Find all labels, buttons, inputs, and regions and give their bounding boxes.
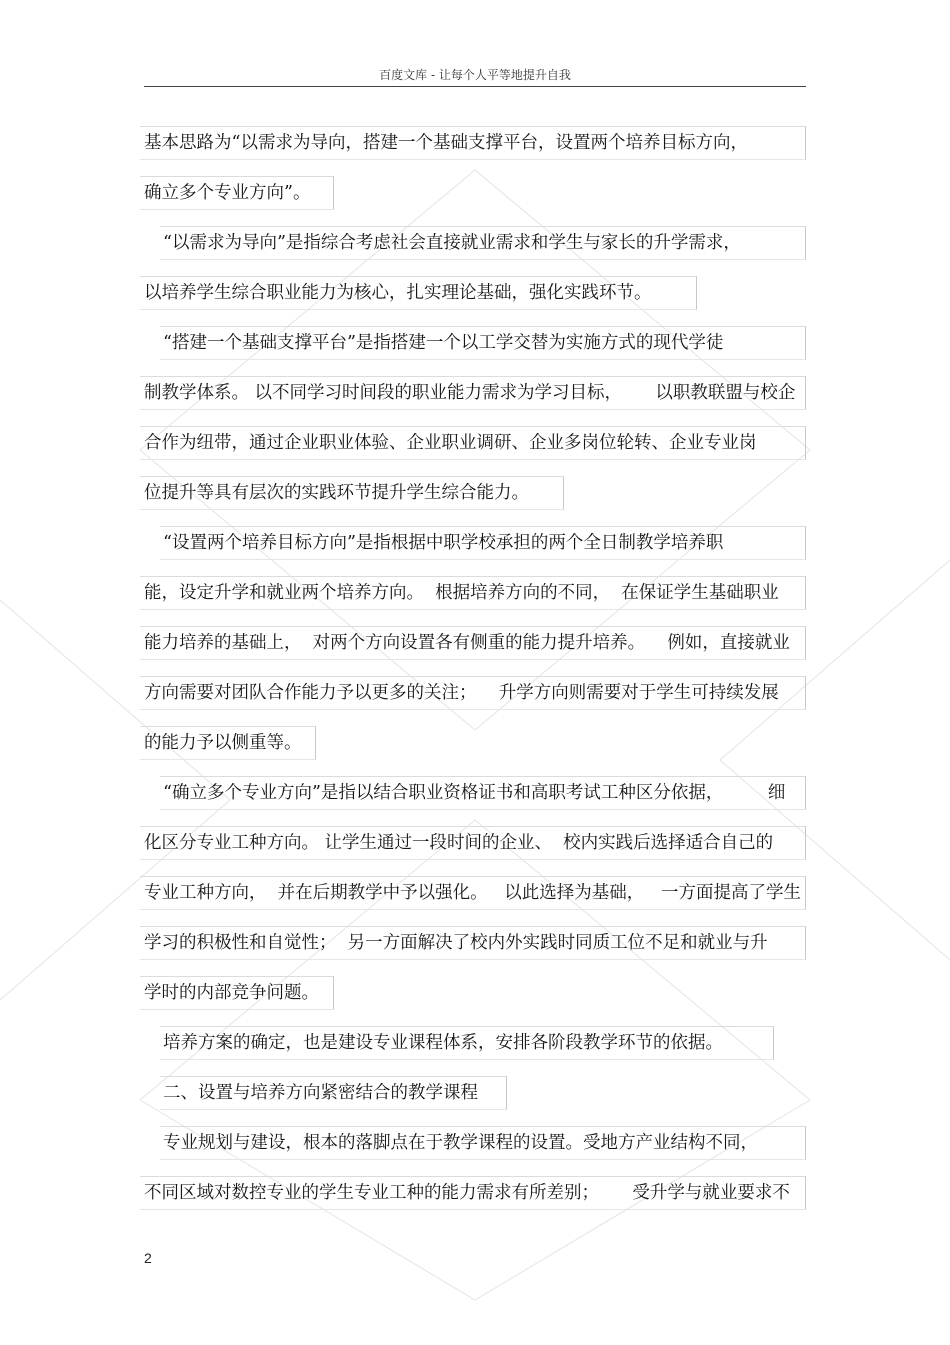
text-line: 以培养学生综合职业能力为核心，扎实理论基础，强化实践环节。 (144, 283, 652, 303)
text-line: “搭建一个基础支撑平台”是指搭建一个以工学交替为实施方式的现代学徒 (163, 333, 724, 353)
text-line: 化区分专业工种方向。 让学生通过一段时间的企业、 校内实践后选择适合自己的 (144, 833, 774, 853)
text-line: 位提升等具有层次的实践环节提升学生综合能力。 (144, 483, 529, 503)
text-line: 方向需要对团队合作能力予以更多的关注； 升学方向则需要对于学生可持续发展 (144, 683, 779, 703)
text-line: 合作为纽带，通过企业职业体验、企业职业调研、企业多岗位轮转、企业专业岗 (144, 433, 757, 453)
text-line: “以需求为导向”是指综合考虑社会直接就业需求和学生与家长的升学需求， (163, 233, 741, 253)
text-line: “设置两个培养目标方向”是指根据中职学校承担的两个全日制教学培养职 (163, 533, 724, 553)
text-line: 确立多个专业方向”。 (144, 183, 311, 203)
text-line: 的能力予以侧重等。 (144, 733, 302, 753)
text-line: 能，设定升学和就业两个培养方向。 根据培养方向的不同， 在保证学生基础职业 (144, 583, 779, 603)
text-line: 基本思路为“以需求为导向，搭建一个基础支撑平台，设置两个培养目标方向， (144, 133, 748, 153)
section-heading: 二、设置与培养方向紧密结合的教学课程 (163, 1083, 478, 1103)
page-header: 百度文库 - 让每个人平等地提升自我 (379, 68, 571, 82)
text-line: 不同区域对数控专业的学生专业工种的能力需求有所差别； 受升学与就业要求不 (144, 1183, 790, 1203)
text-line: 专业工种方向， 并在后期教学中予以强化。 以此选择为基础， 一方面提高了学生 (144, 883, 801, 903)
text-line: 学习的积极性和自觉性； 另一方面解决了校内外实践时同质工位不足和就业与升 (144, 933, 768, 953)
header-divider (144, 86, 806, 87)
text-line: “确立多个专业方向”是指以结合职业资格证书和高职考试工种区分依据， 细 (163, 783, 786, 803)
text-line: 能力培养的基础上， 对两个方向设置各有侧重的能力提升培养。 例如，直接就业 (144, 633, 790, 653)
text-line: 学时的内部竞争问题。 (144, 983, 319, 1003)
text-line: 制教学体系。 以不同学习时间段的职业能力需求为学习目标， 以职教联盟与校企 (144, 383, 796, 403)
page-number: 2 (144, 1250, 152, 1266)
text-line: 培养方案的确定，也是建设专业课程体系，安排各阶段教学环节的依据。 (163, 1033, 723, 1053)
text-line: 专业规划与建设，根本的落脚点在于教学课程的设置。受地方产业结构不同， (163, 1133, 758, 1153)
